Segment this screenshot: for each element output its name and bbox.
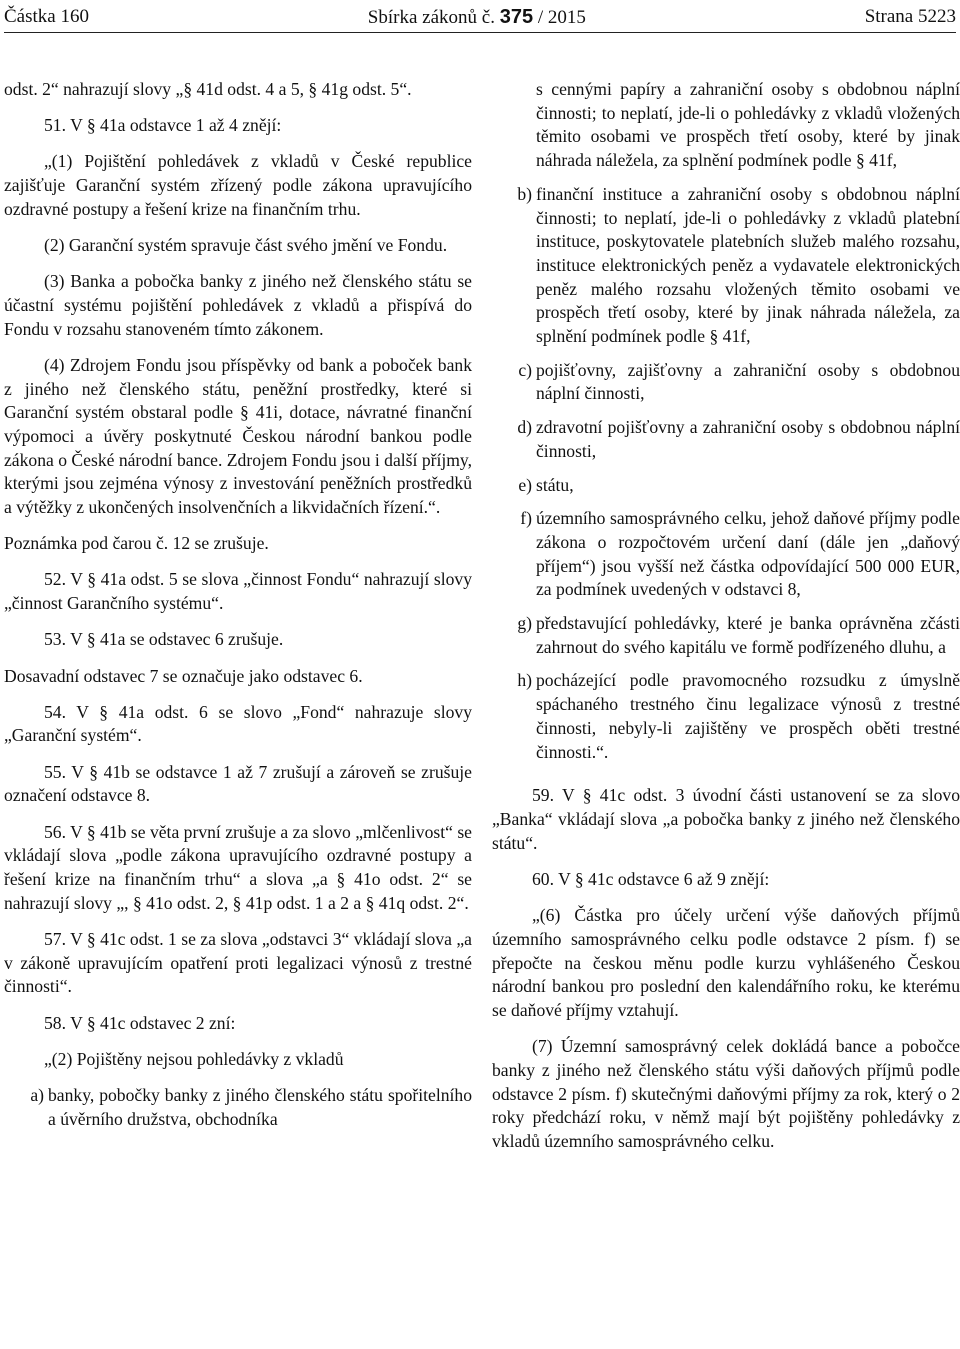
list-item (492, 416, 960, 463)
paragraph: (4) Zdrojem Fondu jsou příspěvky od bank a poboček bank z jiného než členského státu, peněžní prostředky, které si Garanční systém obstaral podle § 41i, dotace, návratné finanční výpomoci a úvěry poskytnuté Českou národní bankou podle zákona o České národní bance. Zdrojem Fondu jsou i další příjmy, kterými jsou zejména výnosy z investování peněžních prostředků a výtěžky z ukončených insolvenčních a likvidačních řízení.“. (4, 354, 472, 518)
paragraph: odst. 2“ nahrazují slovy „§ 41d odst. 4 a 5, § 41g odst. 5“. (4, 79, 412, 99)
paragraph: 57. V § 41c odst. 1 se za slova „odstavci 3“ vkládají slova „a v zákoně upravujícím opatření proti legalizaci výnosů z trestné činnosti“. (4, 928, 472, 997)
list-item-label: d) (517, 417, 532, 438)
list-item-label: g) (517, 613, 532, 634)
list-item-text: pocházející podle pravomocného rozsudku z úmyslně spáchaného trestného činu legalizace výnosů z trestné činnosti, nebyly-li zajištěny ve prospěch oběti trestné činnosti.“. (536, 670, 960, 762)
list-item (492, 669, 960, 764)
list-item-label: h) (517, 670, 532, 691)
paragraph: 53. V § 41a se odstavec 6 zrušuje. (44, 629, 284, 650)
list-item (4, 1084, 472, 1131)
list-item-label: f) (520, 508, 532, 529)
list-item-text: s cennými papíry a zahraniční osoby s obdobnou náplní činnosti; to neplatí, jde-li o pohledávky z vkladů vložených těmito osobami ve prospěch třetí osoby, které by jinak náhrada náležela, za splnění podmínek podle § 41f, (536, 79, 960, 171)
header-law-number: 375 (499, 5, 534, 28)
list-item (492, 474, 960, 498)
list-item-text: banky, pobočky banky z jiného členského státu spořitelního a úvěrního družstva, obchodníka (48, 1084, 472, 1129)
list-item (492, 183, 960, 349)
paragraph: 56. V § 41b se věta první zrušuje a za slovo „mlčenlivost“ se vkládají slova „podle zákona upravujícího ozdravné postupy a řešení krize na finančním trhu“ a slova „a § 41o odst. 2“ se nahrazují slovy „, § 41o odst. 2, § 41p odst. 1 a 2 a § 41q odst. 2“. (4, 821, 472, 913)
header-year: / 2015 (533, 6, 586, 28)
paragraph: 52. V § 41a odst. 5 se slova „činnost Fondu“ nahrazují slovy „činnost Garančního systému“. (4, 569, 472, 614)
list-item-text: pojišťovny, zajišťovny a zahraniční osoby s obdobnou náplní činnosti, (536, 359, 960, 404)
paragraph: „(1) Pojištění pohledávek z vkladů v České republice zajišťuje Garanční systém zřízený podle zákona upravujícího ozdravné postupy a řešení krize na finančním trhu. (4, 151, 472, 219)
header-page-number: Strana 5223 (864, 6, 956, 27)
list-item-label: a) (30, 1084, 44, 1105)
paragraph: 55. V § 41b se odstavce 1 až 7 zrušují a zároveň se zrušuje označení odstavce 8. (4, 761, 472, 806)
paragraph: 58. V § 41c odstavec 2 zní: (44, 1012, 236, 1033)
paragraph: 54. V § 41a odst. 6 se slovo „Fond“ nahrazuje slovy „Garanční systém“. (4, 701, 472, 746)
paragraph: 59. V § 41c odst. 3 úvodní části ustanovení se za slovo „Banka“ vkládají slova „a pobočka banky z jiného než členského státu“. (492, 785, 960, 853)
paragraph: (3) Banka a pobočka banky z jiného než členského státu se účastní systému pojištění pohledávek z vkladů a přispívá do Fondu v rozsahu stanoveném tímto zákonem. (4, 271, 472, 339)
paragraph: 60. V § 41c odstavce 6 až 9 znějí: (532, 868, 770, 889)
paragraph: „(2) Pojištěny nejsou pohledávky z vkladů (44, 1048, 344, 1069)
list-item-text: územního samosprávného celku, jehož daňové příjmy podle zákona o rozpočtovém určení daní (dále jen „daňový příjem“) jsou vyšší než částka odpovídající 500 000 EUR, za podmínek uvedených v odstavci 8, (536, 508, 960, 600)
list-item (492, 359, 960, 406)
paragraph: „(6) Částka pro účely určení výše daňových příjmů územního samosprávného celku podle odstavce 2 písm. f) se přepočte na českou měnu podle kurzu vyhlášeného Českou národní bankou pro poslední den kalendářního roku, ke kterému se daňové příjmy vztahují. (492, 905, 960, 1020)
page-header (4, 2, 956, 33)
paragraph: (2) Garanční systém spravuje část svého jmění ve Fondu. (44, 235, 448, 256)
left-column (4, 78, 472, 1141)
list-item-text: zdravotní pojišťovny a zahraniční osoby s obdobnou náplní činnosti, (536, 417, 960, 461)
list-item-text: státu, (536, 474, 574, 495)
list-item-label: c) (518, 359, 532, 380)
header-collection-label: Sbírka zákonů č. (367, 6, 500, 28)
header-part: Částka 160 (4, 6, 89, 27)
list-item-label: e) (518, 474, 532, 495)
paragraph: Dosavadní odstavec 7 se označuje jako odstavec 6. (4, 665, 363, 686)
list-item-text: finanční instituce a zahraniční osoby s obdobnou náplní činnosti; to neplatí, jde-li o pohledávky z vkladů platební instituce, poskytovatele platebních služeb malého rozsahu, instituce elektronických peněz a vydavatele elektronických peněz malého rozsahu vložených těmito osobami ve prospěch třetí osoby, které by jinak náhrada náležela, za splnění podmínek podle § 41f, (536, 183, 960, 347)
right-column (492, 78, 960, 1166)
list-item (492, 612, 960, 659)
list-item-continuation (492, 78, 960, 173)
list-item-label: b) (517, 183, 532, 204)
paragraph: 51. V § 41a odstavce 1 až 4 znějí: (44, 115, 282, 136)
paragraph: (7) Územní samosprávný celek dokládá bance a pobočce banky z jiného než členského státu výši daňových příjmů podle odstavce 2 písm. f) skutečnými daňovými příjmy za rok, který o 2 roky předchází roku, v němž mají být pojištěny pohledávky z vkladů územního samosprávného celku. (492, 1036, 960, 1151)
list-item-text: představující pohledávky, které je banka oprávněna zčásti zahrnout do svého kapitálu ve formě podřízeného dluhu, a (536, 613, 960, 657)
paragraph: Poznámka pod čarou č. 12 se zrušuje. (4, 533, 269, 554)
header-collection (368, 6, 586, 29)
list-item (492, 507, 960, 602)
